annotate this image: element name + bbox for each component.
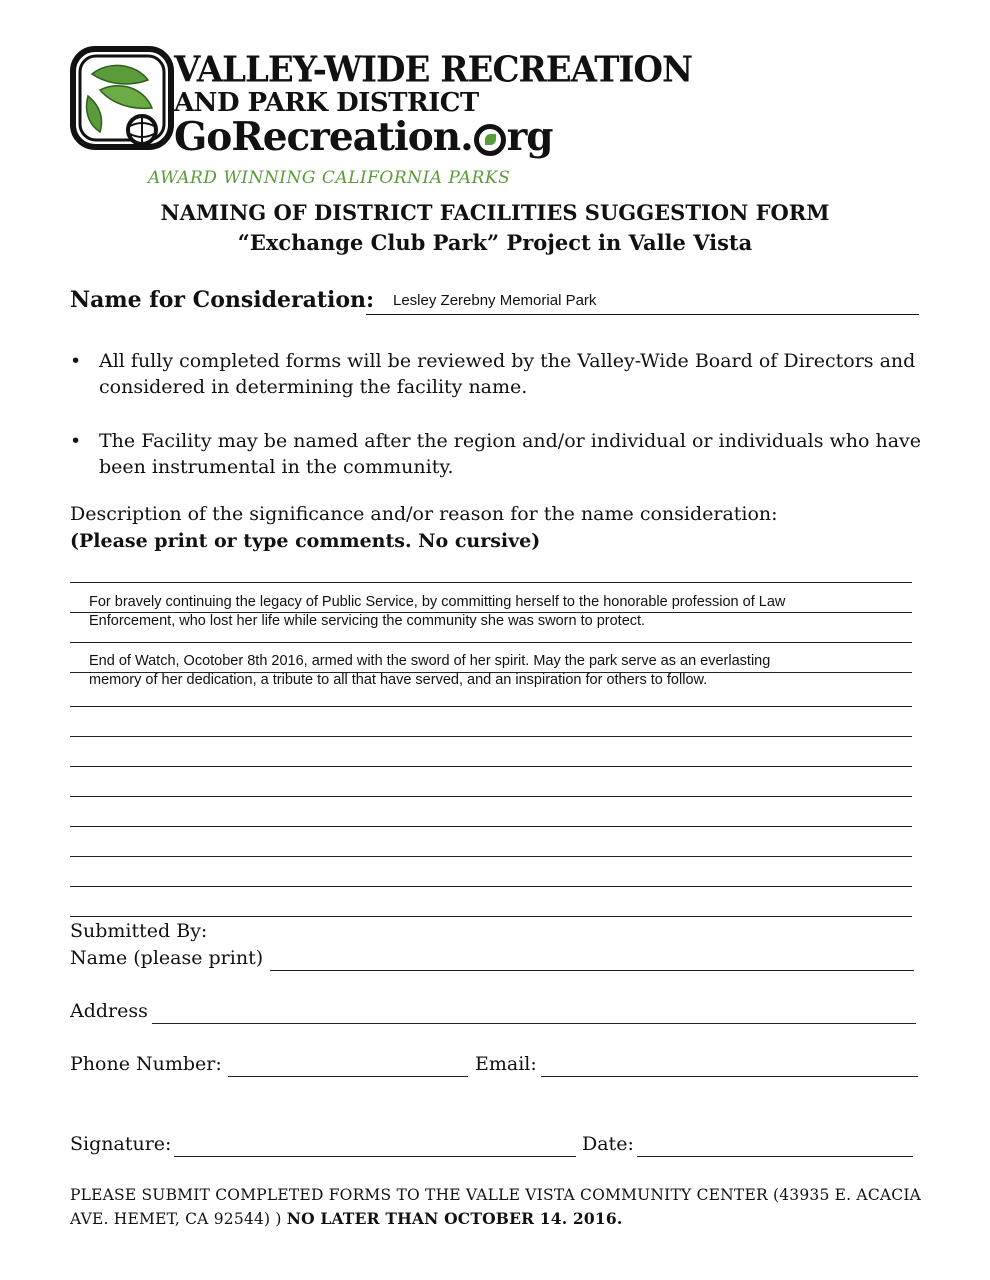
name-consideration-field[interactable]	[366, 314, 919, 315]
logo-tagline: AWARD WINNING CALIFORNIA PARKS	[148, 168, 511, 188]
comment-line[interactable]	[70, 582, 912, 583]
comment-line[interactable]	[70, 886, 912, 887]
comment-text[interactable]: Enforcement, who lost her life while servicing the community she was sworn to protect.	[89, 613, 646, 629]
phone-field[interactable]	[228, 1076, 468, 1077]
submission-instructions: PLEASE SUBMIT COMPLETED FORMS TO THE VALLE VISTA COMMUNITY CENTER (43935 E. ACACIA AVE. HEMET, CA 92544) ) NO LATER THAN OCTOBER 14. 2016.	[70, 1186, 922, 1228]
address-label: Address	[70, 1000, 148, 1022]
logo-district-name: VALLEY-WIDE RECREATION	[174, 49, 693, 91]
name-consideration-label: Name for Consideration:	[70, 287, 375, 313]
name-consideration-value[interactable]: Lesley Zerebny Memorial Park	[393, 292, 597, 309]
signature-label: Signature:	[70, 1133, 172, 1155]
description-instruction: (Please print or type comments. No cursive)	[70, 530, 541, 552]
submitted-by-label: Submitted By:	[70, 920, 208, 942]
email-label: Email:	[475, 1053, 537, 1075]
phone-label: Phone Number:	[70, 1053, 222, 1075]
address-field[interactable]	[152, 1023, 916, 1024]
comment-text[interactable]: End of Watch, Ocotober 8th 2016, armed with the sword of her spirit. May the park serve as an everlasting	[89, 653, 771, 669]
name-print-field[interactable]	[270, 970, 914, 971]
date-label: Date:	[582, 1133, 634, 1155]
email-field[interactable]	[541, 1076, 918, 1077]
comment-line[interactable]	[70, 856, 912, 857]
submission-deadline: NO LATER THAN OCTOBER 14. 2016.	[286, 1209, 623, 1228]
comment-line[interactable]	[70, 736, 912, 737]
comment-line[interactable]	[70, 796, 912, 797]
description-label: Description of the significance and/or reason for the name consideration:	[70, 503, 778, 525]
comment-text[interactable]: For bravely continuing the legacy of Public Service, by committing herself to the honorable profession of Law	[89, 594, 786, 610]
bullet-dot-icon: •	[70, 430, 82, 452]
name-print-label: Name (please print)	[70, 947, 264, 969]
comment-line[interactable]	[70, 826, 912, 827]
logo-district-subname: AND PARK DISTRICT	[174, 88, 479, 118]
leaf-o-icon	[474, 124, 506, 156]
comment-line[interactable]	[70, 916, 912, 917]
form-title: NAMING OF DISTRICT FACILITIES SUGGESTION FORM	[160, 200, 830, 225]
comment-line[interactable]	[70, 766, 912, 767]
bullet-item: • The Facility may be named after the region and/or individual or individuals who have been instrumental in the community.	[70, 430, 922, 478]
leaf-emblem-icon	[70, 46, 174, 152]
form-subtitle: “Exchange Club Park” Project in Valle Vista	[237, 230, 753, 255]
logo-website: GoRecreation. rg	[174, 114, 553, 160]
comment-line[interactable]	[70, 642, 912, 643]
comment-line[interactable]	[70, 706, 912, 707]
bullet-dot-icon: •	[70, 350, 82, 372]
signature-field[interactable]	[174, 1156, 576, 1157]
date-field[interactable]	[637, 1156, 913, 1157]
comment-text[interactable]: memory of her dedication, a tribute to all that have served, and an inspiration for others to follow.	[89, 672, 708, 688]
bullet-item: • All fully completed forms will be reviewed by the Valley-Wide Board of Directors and considered in determining the facility name.	[70, 350, 916, 398]
